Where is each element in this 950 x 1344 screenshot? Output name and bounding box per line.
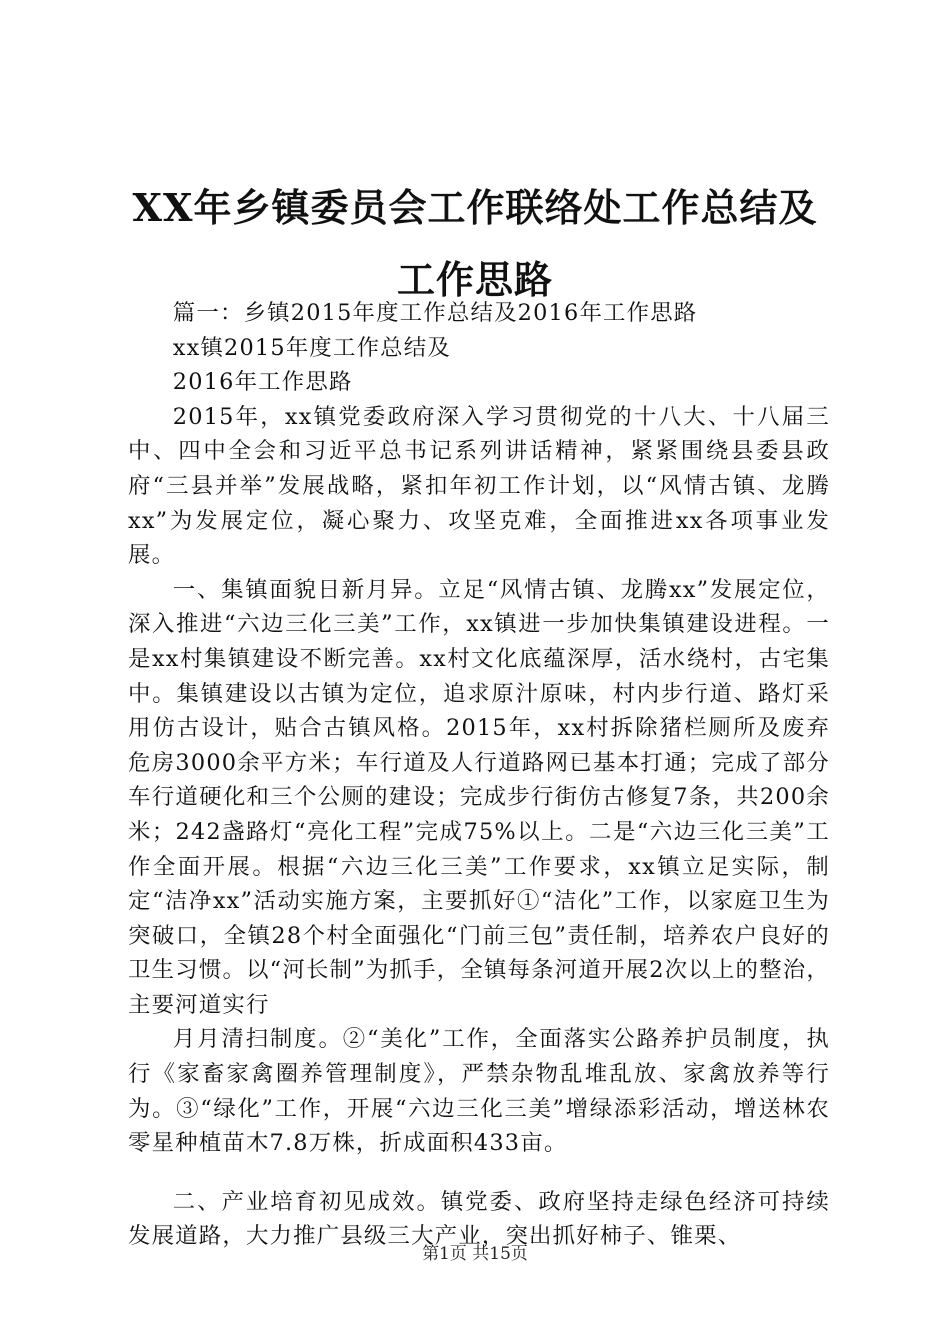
body-paragraph: 月月清扫制度。②“美化”工作，全面落实公路养护员制度，执行《家畜家禽圈养管理制度》，严禁杂物乱堆乱放、家禽放养等行为。③“绿化”工作，开展“六边三化三美”增绿添彩活动，增送林农零星种植苗木7.8万株，折成面积433亩。 — [128, 1026, 830, 1157]
document-body — [128, 296, 830, 1254]
subtitle-line-1: xx镇2015年度工作总结及 — [172, 334, 451, 361]
body-paragraph: 2015年，xx镇党委政府深入学习贯彻党的十八大、十八届三中、四中全会和习近平总书记系列讲话精神，紧紧围绕县委县政府“三县并举”发展战略，紧扣年初工作计划，以“风情古镇、龙腾xx”为发展定位，凝心聚力、攻坚克难，全面推进xx各项事业发展。 — [128, 403, 830, 569]
page-footer: 第1页 共15页 — [422, 1244, 528, 1264]
section-heading: 篇一：乡镇2015年度工作总结及2016年工作思路 — [172, 300, 698, 326]
body-paragraph: 一、集镇面貌日新月异。立足“风情古镇、龙腾xx”发展定位，深入推进“六边三化三美”工作，xx镇进一步加快集镇建设进程。一是xx村集镇建设不断完善。xx村文化底蕴深厚，活水绕村，古宅集中。集镇建设以古镇为定位，追求原汁原味，村内步行道、路灯采用仿古设计，贴合古镇风格。2015年，xx村拆除猪栏厕所及废弃危房3000余平方米；车行道及人行道路网已基本打通；完成了部分车行道硬化和三个公厕的建设；完成步行街仿古修复7条，共200余米；242盏路灯“亮化工程”完成75%以上。二是“六边三化三美”工作全面开展。根据“六边三化三美”工作要求，xx镇立足实际，制定“洁净xx”活动实施方案，主要抓好①“洁化”工作，以家庭卫生为突破口，全镇28个村全面强化“门前三包”责任制，培养农户良好的卫生习惯。以“河长制”为抓手，全镇每条河道开展2次以上的整治，主要河道实行 — [128, 576, 830, 1018]
subtitle-line-2: 2016年工作思路 — [172, 369, 353, 396]
body-paragraph: 二、产业培育初见成效。镇党委、政府坚持走绿色经济可持续发展道路，大力推广县级三大产业，突出抓好柿子、锥栗、 — [128, 1188, 830, 1250]
document-title: XX年乡镇委员会工作联络处工作总结及工作思路 — [132, 185, 818, 302]
